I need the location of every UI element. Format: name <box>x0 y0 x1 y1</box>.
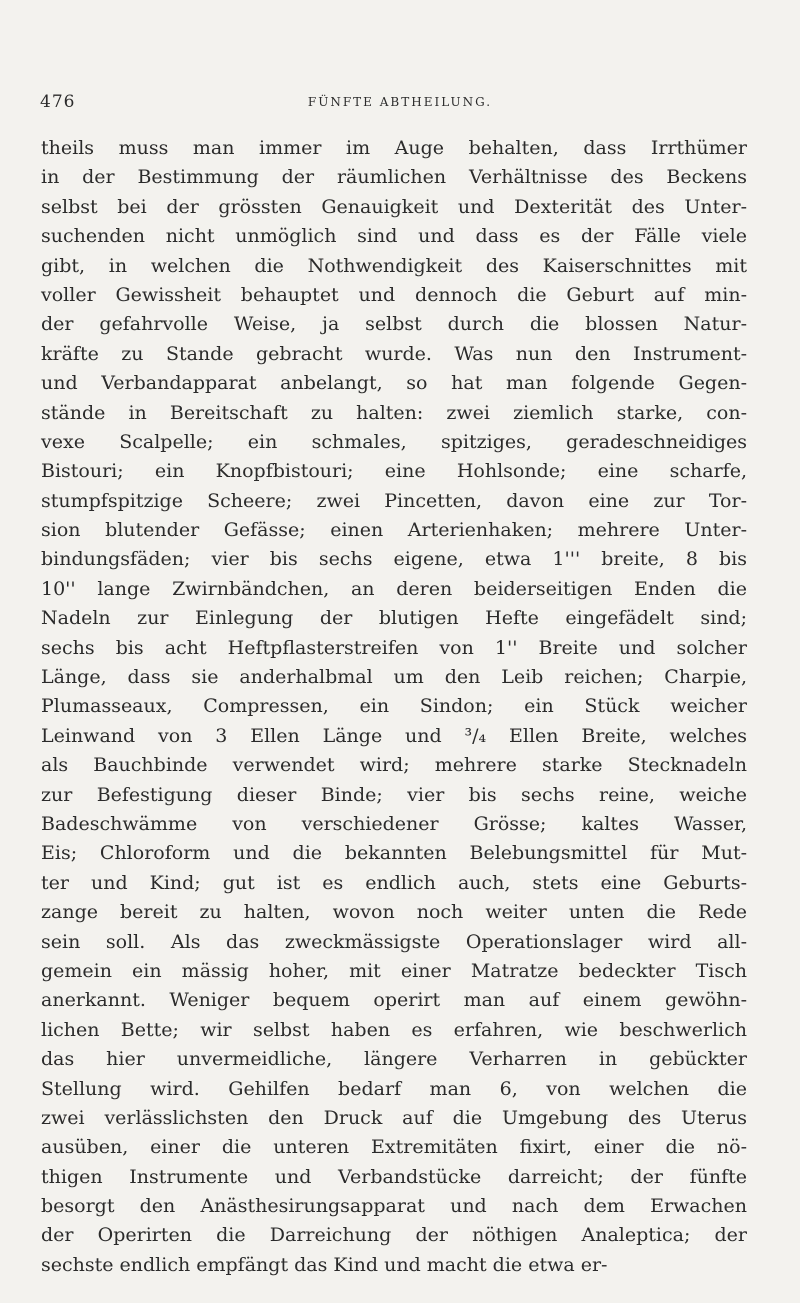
text-line: gemein ein mässig hoher, mit einer Matratze bedeckter Tisch <box>41 959 747 982</box>
text-line: das hier unvermeidliche, längere Verharren in gebückter <box>41 1048 747 1071</box>
text-line: Eis; Chloroform und die bekannten Belebungsmittel für Mut- <box>41 842 747 865</box>
text-line: voller Gewissheit behauptet und dennoch die Geburt auf min- <box>41 283 747 306</box>
text-line: vexe Scalpelle; ein schmales, spitziges, geradeschneidiges <box>41 430 747 453</box>
page-header <box>40 92 760 116</box>
text-line: Bistouri; ein Knopfbistouri; eine Hohlsonde; eine scharfe, <box>41 460 747 483</box>
text-line: sechs bis acht Heftpflasterstreifen von 1'' Breite und solcher <box>41 636 747 659</box>
text-line: besorgt den Anästhesirungsapparat und nach dem Erwachen <box>41 1195 747 1218</box>
text-line: als Bauchbinde verwendet wird; mehrere starke Stecknadeln <box>41 754 747 777</box>
text-line: Nadeln zur Einlegung der blutigen Hefte eingefädelt sind; <box>41 607 747 630</box>
text-line: Plumasseaux, Compressen, ein Sindon; ein Stück weicher <box>41 695 747 718</box>
page-number: 476 <box>40 92 76 112</box>
text-line: Länge, dass sie anderhalbmal um den Leib reichen; Charpie, <box>41 666 747 689</box>
text-line: bindungsfäden; vier bis sechs eigene, etwa 1''' breite, 8 bis <box>41 548 747 571</box>
text-line: selbst bei der grössten Genauigkeit und Dexterität des Unter- <box>41 195 747 218</box>
text-line: zwei verlässlichsten den Druck auf die Umgebung des Uterus <box>41 1106 747 1129</box>
body-text <box>41 134 747 1280</box>
text-line: suchenden nicht unmöglich sind und dass es der Fälle viele <box>41 225 747 248</box>
text-line: gibt, in welchen die Nothwendigkeit des Kaiserschnittes mit <box>41 254 747 277</box>
text-line: zange bereit zu halten, wovon noch weiter unten die Rede <box>41 901 747 924</box>
text-line: Leinwand von 3 Ellen Länge und ³/₄ Ellen Breite, welches <box>41 724 747 747</box>
text-line: anerkannt. Weniger bequem operirt man auf einem gewöhn- <box>41 989 747 1012</box>
running-head: FÜNFTE ABTHEILUNG. <box>307 95 493 109</box>
text-line: Stellung wird. Gehilfen bedarf man 6, von welchen die <box>41 1077 747 1100</box>
text-line: 10'' lange Zwirnbändchen, an deren beiderseitigen Enden die <box>41 577 747 600</box>
text-line: ausüben, einer die unteren Extremitäten fixirt, einer die nö- <box>41 1136 747 1159</box>
text-line: zur Befestigung dieser Binde; vier bis sechs reine, weiche <box>41 783 747 806</box>
text-line: theils muss man immer im Auge behalten, dass Irrthümer <box>41 137 747 159</box>
text-line: lichen Bette; wir selbst haben es erfahren, wie beschwerlich <box>41 1018 747 1041</box>
text-line: stände in Bereitschaft zu halten: zwei ziemlich starke, con- <box>41 401 747 424</box>
text-line: sechste endlich empfängt das Kind und macht die etwa er- <box>41 1253 608 1276</box>
text-line: ter und Kind; gut ist es endlich auch, stets eine Geburts- <box>41 871 747 894</box>
text-line: Badeschwämme von verschiedener Grösse; kaltes Wasser, <box>41 812 747 835</box>
text-line: stumpfspitzige Scheere; zwei Pincetten, davon eine zur Tor- <box>41 489 747 512</box>
text-line: sein soll. Als das zweckmässigste Operationslager wird all- <box>41 930 747 953</box>
text-line: der gefahrvolle Weise, ja selbst durch die blossen Natur- <box>41 313 747 336</box>
text-line: kräfte zu Stande gebracht wurde. Was nun den Instrument- <box>41 342 747 365</box>
text-line: sion blutender Gefässe; einen Arterienhaken; mehrere Unter- <box>41 519 747 542</box>
text-line: thigen Instrumente und Verbandstücke darreicht; der fünfte <box>41 1165 747 1188</box>
text-line: in der Bestimmung der räumlichen Verhältnisse des Beckens <box>41 166 747 189</box>
text-line: der Operirten die Darreichung der nöthigen Analeptica; der <box>41 1224 747 1247</box>
text-line: und Verbandapparat anbelangt, so hat man folgende Gegen- <box>41 372 747 395</box>
